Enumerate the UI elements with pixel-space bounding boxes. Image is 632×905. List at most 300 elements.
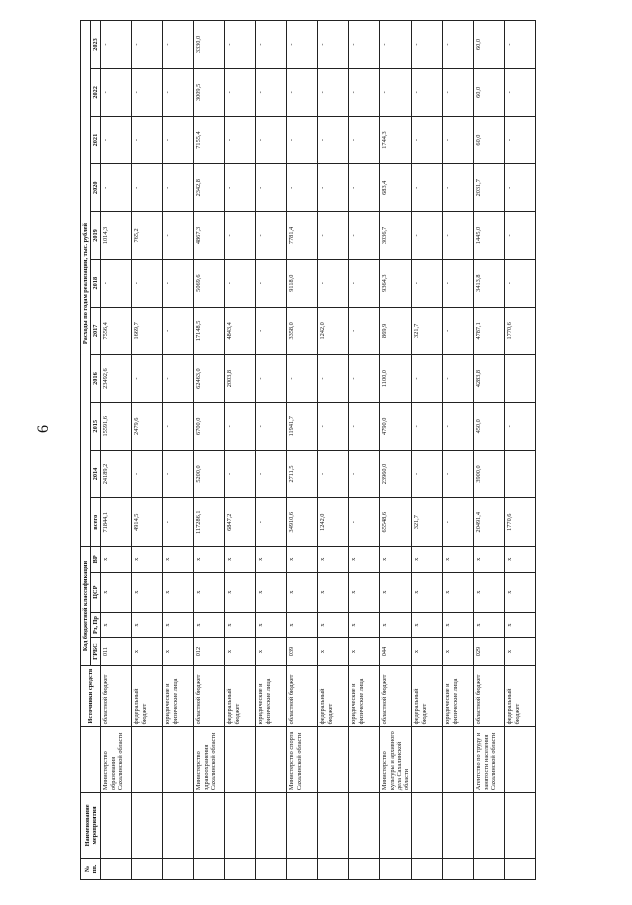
cell-value-3: - [287,355,318,403]
cell-value-10: - [443,21,474,69]
cell-value-2: 6700,0 [194,402,225,450]
year-header-5: 2018 [91,259,101,307]
cell-value-0: 34910,6 [287,498,318,547]
cell-executor [349,727,380,793]
cell-value-4: 869,9 [380,307,412,355]
cell-value-8: - [412,116,443,164]
cell-value-3: - [412,355,443,403]
cell-value-4: - [163,307,194,355]
cell-value-0: - [443,498,474,547]
cell-value-9: - [101,69,132,117]
cell-value-10: - [163,21,194,69]
cell-name [256,793,287,859]
cell-value-2: - [349,402,380,450]
cell-value-4: - [349,307,380,355]
col-exec-header [81,727,101,793]
cell-num [349,858,380,879]
cell-executor: Министерство образования Сахалинской области [101,727,132,793]
cell-value-3: - [349,355,380,403]
cell-value-4: 321,7 [412,307,443,355]
table-row [132,21,163,880]
cell-value-5: - [256,259,287,307]
cell-name [318,793,349,859]
cell-value-9: - [287,69,318,117]
cell-value-0: - [256,498,287,547]
cell-name [163,793,194,859]
cell-value-3: - [318,355,349,403]
cell-value-5: - [349,259,380,307]
cell-value-9: - [349,69,380,117]
cell-rz: х [318,612,349,637]
cell-value-9: - [225,69,256,117]
cell-value-8: 7155,4 [194,116,225,164]
cell-value-1: 3900,0 [474,450,505,498]
cell-value-2: - [505,402,536,450]
cell-value-1: - [132,450,163,498]
cell-value-0: 71844,1 [101,498,132,547]
cell-name [474,793,505,859]
cell-value-3: 23492,6 [101,355,132,403]
cell-source: юридические и физические лица [163,665,194,727]
cell-value-5: 9364,3 [380,259,412,307]
table-row [412,21,443,880]
cell-value-2: 11941,7 [287,402,318,450]
cell-name [132,793,163,859]
cell-executor [505,727,536,793]
cell-value-5: - [443,259,474,307]
cell-value-8: 60,0 [474,116,505,164]
table-row [101,21,132,880]
cell-value-5: - [412,259,443,307]
page-number: 6 [35,425,52,433]
cell-source: юридические и физические лица [443,665,474,727]
cell-value-6: - [256,212,287,260]
cell-value-6: 3036,7 [380,212,412,260]
code-header-0: ГРБС [91,638,101,666]
cell-num [505,858,536,879]
cell-executor [412,727,443,793]
cell-value-6: - [443,212,474,260]
year-header-8: 2021 [91,116,101,164]
cell-value-8: - [287,116,318,164]
col-name-header: Наименование мероприятия [81,793,101,859]
cell-value-6: 1014,3 [101,212,132,260]
cell-executor: Министерство культуры и архивного дела Сахалинской области [380,727,412,793]
cell-value-4: 7556,4 [101,307,132,355]
year-header-0: всего [91,498,101,547]
cell-executor [443,727,474,793]
cell-value-8: - [443,116,474,164]
cell-num [163,858,194,879]
cell-value-2: - [225,402,256,450]
table-row [443,21,474,880]
cell-value-5: 5069,6 [194,259,225,307]
cell-num [474,858,505,879]
cell-grbs: 044 [380,638,412,666]
cell-rz: х [349,612,380,637]
cell-value-10: - [318,21,349,69]
cell-name [412,793,443,859]
cell-value-7: - [349,164,380,212]
cell-value-3: - [163,355,194,403]
cell-csr: х [443,572,474,612]
cell-value-0: 65548,6 [380,498,412,547]
cell-value-6: 7781,4 [287,212,318,260]
cell-value-10: - [132,21,163,69]
cell-value-9: - [380,69,412,117]
cell-value-5: - [101,259,132,307]
cell-value-6: - [349,212,380,260]
cell-value-2: 4790,0 [380,402,412,450]
cell-rz: х [101,612,132,637]
cell-num [412,858,443,879]
year-header-10: 2023 [91,21,101,69]
expense-group-header: Расходы по годам реализации, тыс. рублей [81,21,91,547]
cell-value-3: 1100,0 [380,355,412,403]
cell-vr: х [132,547,163,572]
code-header-3: ВР [91,547,101,572]
cell-value-1: 23960,0 [380,450,412,498]
cell-csr: х [505,572,536,612]
cell-value-0: 321,7 [412,498,443,547]
cell-value-1: - [349,450,380,498]
cell-value-10: 60,0 [474,21,505,69]
cell-value-2: - [412,402,443,450]
cell-source: федеральный бюджет [132,665,163,727]
cell-value-7: 2342,8 [194,164,225,212]
cell-csr: х [412,572,443,612]
cell-value-3: 2003,8 [225,355,256,403]
cell-value-8: - [349,116,380,164]
cell-value-10: - [101,21,132,69]
cell-csr: х [101,572,132,612]
cell-value-6: - [163,212,194,260]
cell-rz: х [474,612,505,637]
cell-value-6: 1445,0 [474,212,505,260]
cell-num [256,858,287,879]
cell-value-3: - [132,355,163,403]
cell-value-2: 450,0 [474,402,505,450]
cell-value-3: - [443,355,474,403]
cell-value-7: - [505,164,536,212]
cell-value-7: - [318,164,349,212]
cell-rz: х [443,612,474,637]
cell-value-1: - [256,450,287,498]
cell-executor: Агентство по труду и занятости населения Сахалинской области [474,727,505,793]
cell-vr: х [163,547,194,572]
cell-grbs: х [505,638,536,666]
cell-vr: х [101,547,132,572]
cell-value-8: - [256,116,287,164]
cell-name [194,793,225,859]
cell-num [101,858,132,879]
col-source-header: Источники средств [81,665,101,727]
cell-value-7: - [443,164,474,212]
cell-value-7: - [412,164,443,212]
cell-value-7: - [256,164,287,212]
cell-executor [163,727,194,793]
cell-value-1: - [412,450,443,498]
cell-grbs: х [318,638,349,666]
cell-value-10: - [225,21,256,69]
cell-value-0: 117286,1 [194,498,225,547]
cell-value-6: 765,2 [132,212,163,260]
table-row [474,21,505,880]
cell-vr: х [443,547,474,572]
cell-value-7: - [132,164,163,212]
cell-name [380,793,412,859]
cell-csr: х [349,572,380,612]
year-header-2: 2015 [91,402,101,450]
cell-value-5: - [163,259,194,307]
cell-value-6: - [412,212,443,260]
cell-source: областной бюджет [380,665,412,727]
cell-num [132,858,163,879]
cell-value-1: 24189,2 [101,450,132,498]
cell-vr: х [256,547,287,572]
cell-value-9: - [163,69,194,117]
cell-value-8: 1744,3 [380,116,412,164]
cell-source: областной бюджет [474,665,505,727]
cell-value-10: - [256,21,287,69]
cell-value-4: 1669,7 [132,307,163,355]
cell-value-8: - [318,116,349,164]
cell-value-4: - [443,307,474,355]
cell-value-6: - [505,212,536,260]
cell-rz: х [194,612,225,637]
table-row [505,21,536,880]
cell-value-8: - [505,116,536,164]
cell-source: юридические и физические лица [349,665,380,727]
cell-value-5: 3413,8 [474,259,505,307]
cell-rz: х [505,612,536,637]
cell-vr: х [505,547,536,572]
year-header-3: 2016 [91,355,101,403]
cell-value-9: - [318,69,349,117]
expenses-table [80,20,536,880]
code-group-header: Код бюджетной классификации [81,547,91,666]
cell-source: федеральный бюджет [412,665,443,727]
cell-value-4: - [256,307,287,355]
cell-value-10: - [505,21,536,69]
cell-executor [225,727,256,793]
cell-value-8: - [132,116,163,164]
cell-grbs: х [412,638,443,666]
cell-value-9: - [505,69,536,117]
cell-value-10: - [287,21,318,69]
cell-csr: х [380,572,412,612]
cell-value-0: 1770,6 [505,498,536,547]
table-row [318,21,349,880]
cell-value-4: 4787,1 [474,307,505,355]
cell-value-6: - [318,212,349,260]
cell-rz: х [256,612,287,637]
cell-name [287,793,318,859]
cell-rz: х [225,612,256,637]
cell-value-2: - [163,402,194,450]
cell-csr: х [225,572,256,612]
cell-grbs: х [225,638,256,666]
table-row [287,21,318,880]
cell-num [443,858,474,879]
cell-grbs: х [163,638,194,666]
cell-vr: х [474,547,505,572]
cell-num [287,858,318,879]
table-row [256,21,287,880]
cell-csr: х [256,572,287,612]
cell-num [380,858,412,879]
year-header-7: 2020 [91,164,101,212]
cell-rz: х [412,612,443,637]
cell-executor [256,727,287,793]
year-header-9: 2022 [91,69,101,117]
cell-value-3: 4283,8 [474,355,505,403]
cell-value-0: 4914,5 [132,498,163,547]
cell-grbs: х [443,638,474,666]
year-header-1: 2014 [91,450,101,498]
cell-source: областной бюджет [101,665,132,727]
table-body [101,21,536,880]
table-row [163,21,194,880]
cell-value-1: 2711,5 [287,450,318,498]
cell-rz: х [287,612,318,637]
cell-grbs: х [256,638,287,666]
year-header-4: 2017 [91,307,101,355]
cell-num [194,858,225,879]
cell-source: юридические и физические лица [256,665,287,727]
cell-rz: х [132,612,163,637]
cell-value-4: 17148,5 [194,307,225,355]
cell-value-1: - [318,450,349,498]
cell-value-2: - [256,402,287,450]
cell-grbs: х [349,638,380,666]
cell-value-5: - [225,259,256,307]
cell-value-1: - [163,450,194,498]
table-row [349,21,380,880]
cell-value-8: - [101,116,132,164]
cell-executor: Министерство здравоохранения Сахалинской области [194,727,225,793]
cell-grbs: 011 [101,638,132,666]
cell-value-3 [505,355,536,403]
cell-value-8: - [225,116,256,164]
cell-value-4: 1770,6 [505,307,536,355]
cell-name [101,793,132,859]
cell-csr: х [318,572,349,612]
cell-value-7: - [163,164,194,212]
code-header-2: ЦСР [91,572,101,612]
year-header-6: 2019 [91,212,101,260]
cell-source: федеральный бюджет [225,665,256,727]
cell-csr: х [163,572,194,612]
code-header-1: Рз, Пр [91,612,101,637]
cell-value-6: 4867,3 [194,212,225,260]
cell-source: федеральный бюджет [505,665,536,727]
cell-executor [132,727,163,793]
cell-vr: х [225,547,256,572]
cell-vr: х [380,547,412,572]
cell-value-2: 2479,6 [132,402,163,450]
cell-value-7: - [287,164,318,212]
cell-value-9: 3009,5 [194,69,225,117]
cell-value-10: 3330,0 [194,21,225,69]
cell-value-5: - [505,259,536,307]
cell-csr: х [287,572,318,612]
cell-value-9: - [256,69,287,117]
cell-value-7: 683,4 [380,164,412,212]
table-row [380,21,412,880]
cell-value-10: - [380,21,412,69]
cell-vr: х [287,547,318,572]
cell-value-1: - [443,450,474,498]
cell-grbs: 012 [194,638,225,666]
cell-value-5: - [318,259,349,307]
cell-value-1 [505,450,536,498]
cell-executor [318,727,349,793]
cell-rz: х [163,612,194,637]
cell-vr: х [349,547,380,572]
cell-value-9: 60,0 [474,69,505,117]
cell-grbs: 029 [474,638,505,666]
cell-value-0: 6847,2 [225,498,256,547]
cell-value-0: 1242,0 [318,498,349,547]
cell-value-0: 20491,4 [474,498,505,547]
cell-grbs: 039 [287,638,318,666]
cell-value-0: - [163,498,194,547]
cell-value-1: - [225,450,256,498]
cell-name [349,793,380,859]
cell-value-9: - [412,69,443,117]
cell-name [443,793,474,859]
cell-value-7: - [225,164,256,212]
cell-value-5: - [132,259,163,307]
cell-value-2: 15591,6 [101,402,132,450]
cell-value-0: - [349,498,380,547]
rotated-table-wrapper [80,20,600,880]
table-row [194,21,225,880]
cell-name [505,793,536,859]
cell-value-9: - [132,69,163,117]
cell-value-4: 3358,0 [287,307,318,355]
cell-executor: Министерство спорта Сахалинской области [287,727,318,793]
cell-vr: х [194,547,225,572]
cell-vr: х [412,547,443,572]
cell-value-10: - [349,21,380,69]
cell-source: федеральный бюджет [318,665,349,727]
cell-value-4: 4843,4 [225,307,256,355]
cell-value-6: - [225,212,256,260]
cell-csr: х [474,572,505,612]
cell-name [225,793,256,859]
cell-value-3: 62463,0 [194,355,225,403]
cell-value-10: - [412,21,443,69]
cell-value-2: - [318,402,349,450]
cell-csr: х [194,572,225,612]
cell-grbs: х [132,638,163,666]
cell-rz: х [380,612,412,637]
cell-source: областной бюджет [194,665,225,727]
cell-value-7: 2031,7 [474,164,505,212]
col-num-header: № пп. [81,858,101,879]
cell-value-8: - [163,116,194,164]
cell-value-7: - [101,164,132,212]
cell-value-3: - [256,355,287,403]
cell-value-9: - [443,69,474,117]
cell-value-5: 9118,0 [287,259,318,307]
cell-csr: х [132,572,163,612]
cell-value-1: 5200,0 [194,450,225,498]
cell-num [318,858,349,879]
cell-value-4: 1242,0 [318,307,349,355]
